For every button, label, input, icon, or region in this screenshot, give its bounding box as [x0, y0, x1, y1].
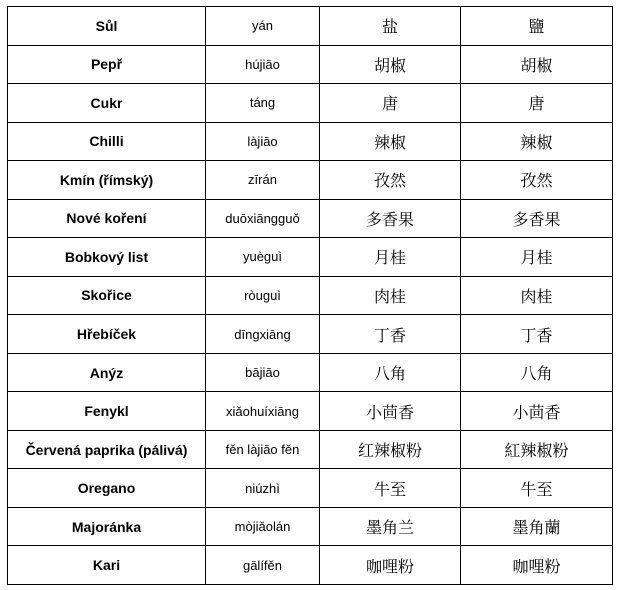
czech-name-cell: Bobkový list: [8, 238, 206, 277]
pinyin-cell: bājiāo: [206, 353, 320, 392]
traditional-chinese-cell: 肉桂: [461, 276, 613, 315]
pinyin-cell: niúzhì: [206, 469, 320, 508]
pinyin-cell: táng: [206, 84, 320, 123]
czech-name-cell: Chilli: [8, 122, 206, 161]
simplified-chinese-cell: 墨角兰: [320, 507, 461, 546]
table-row: [8, 430, 613, 469]
table-row: [8, 546, 613, 585]
czech-name-cell: Fenykl: [8, 392, 206, 431]
pinyin-cell: xiǎohuíxiāng: [206, 392, 320, 431]
traditional-chinese-cell: 鹽: [461, 7, 613, 46]
pinyin-cell: hújiāo: [206, 45, 320, 84]
pinyin-cell: zīrán: [206, 161, 320, 200]
traditional-chinese-cell: 牛至: [461, 469, 613, 508]
table-row: [8, 238, 613, 277]
pinyin-cell: fěn làjiāo fěn: [206, 430, 320, 469]
simplified-chinese-cell: 八角: [320, 353, 461, 392]
pinyin-cell: gālífěn: [206, 546, 320, 585]
traditional-chinese-cell: 墨角蘭: [461, 507, 613, 546]
pinyin-cell: mòjiǎolán: [206, 507, 320, 546]
pinyin-cell: duōxiāngguǒ: [206, 199, 320, 238]
simplified-chinese-cell: 唐: [320, 84, 461, 123]
simplified-chinese-cell: 孜然: [320, 161, 461, 200]
czech-name-cell: Cukr: [8, 84, 206, 123]
table-row: [8, 353, 613, 392]
table-row: [8, 507, 613, 546]
czech-name-cell: Červená paprika (pálivá): [8, 430, 206, 469]
traditional-chinese-cell: 小茴香: [461, 392, 613, 431]
pinyin-cell: dīngxiāng: [206, 315, 320, 354]
simplified-chinese-cell: 盐: [320, 7, 461, 46]
czech-name-cell: Hřebíček: [8, 315, 206, 354]
simplified-chinese-cell: 牛至: [320, 469, 461, 508]
traditional-chinese-cell: 紅辣椒粉: [461, 430, 613, 469]
table-row: [8, 84, 613, 123]
table-row: [8, 392, 613, 431]
table-row: [8, 7, 613, 46]
czech-name-cell: Kari: [8, 546, 206, 585]
table-row: [8, 122, 613, 161]
traditional-chinese-cell: 多香果: [461, 199, 613, 238]
simplified-chinese-cell: 丁香: [320, 315, 461, 354]
czech-name-cell: Kmín (římský): [8, 161, 206, 200]
czech-name-cell: Sůl: [8, 7, 206, 46]
table-row: [8, 469, 613, 508]
pinyin-cell: ròuguì: [206, 276, 320, 315]
table-row: [8, 276, 613, 315]
pinyin-cell: yán: [206, 7, 320, 46]
traditional-chinese-cell: 唐: [461, 84, 613, 123]
table-row: [8, 45, 613, 84]
traditional-chinese-cell: 孜然: [461, 161, 613, 200]
traditional-chinese-cell: 八角: [461, 353, 613, 392]
table-row: [8, 161, 613, 200]
pinyin-cell: làjiāo: [206, 122, 320, 161]
traditional-chinese-cell: 丁香: [461, 315, 613, 354]
simplified-chinese-cell: 咖哩粉: [320, 546, 461, 585]
spice-table: [7, 6, 613, 585]
czech-name-cell: Majoránka: [8, 507, 206, 546]
traditional-chinese-cell: 咖哩粉: [461, 546, 613, 585]
traditional-chinese-cell: 辣椒: [461, 122, 613, 161]
czech-name-cell: Skořice: [8, 276, 206, 315]
traditional-chinese-cell: 月桂: [461, 238, 613, 277]
simplified-chinese-cell: 红辣椒粉: [320, 430, 461, 469]
simplified-chinese-cell: 肉桂: [320, 276, 461, 315]
pinyin-cell: yuèguì: [206, 238, 320, 277]
czech-name-cell: Nové koření: [8, 199, 206, 238]
table-body: [8, 7, 613, 585]
traditional-chinese-cell: 胡椒: [461, 45, 613, 84]
simplified-chinese-cell: 小茴香: [320, 392, 461, 431]
simplified-chinese-cell: 月桂: [320, 238, 461, 277]
simplified-chinese-cell: 胡椒: [320, 45, 461, 84]
simplified-chinese-cell: 辣椒: [320, 122, 461, 161]
czech-name-cell: Pepř: [8, 45, 206, 84]
simplified-chinese-cell: 多香果: [320, 199, 461, 238]
czech-name-cell: Oregano: [8, 469, 206, 508]
table-row: [8, 199, 613, 238]
czech-name-cell: Anýz: [8, 353, 206, 392]
table-row: [8, 315, 613, 354]
